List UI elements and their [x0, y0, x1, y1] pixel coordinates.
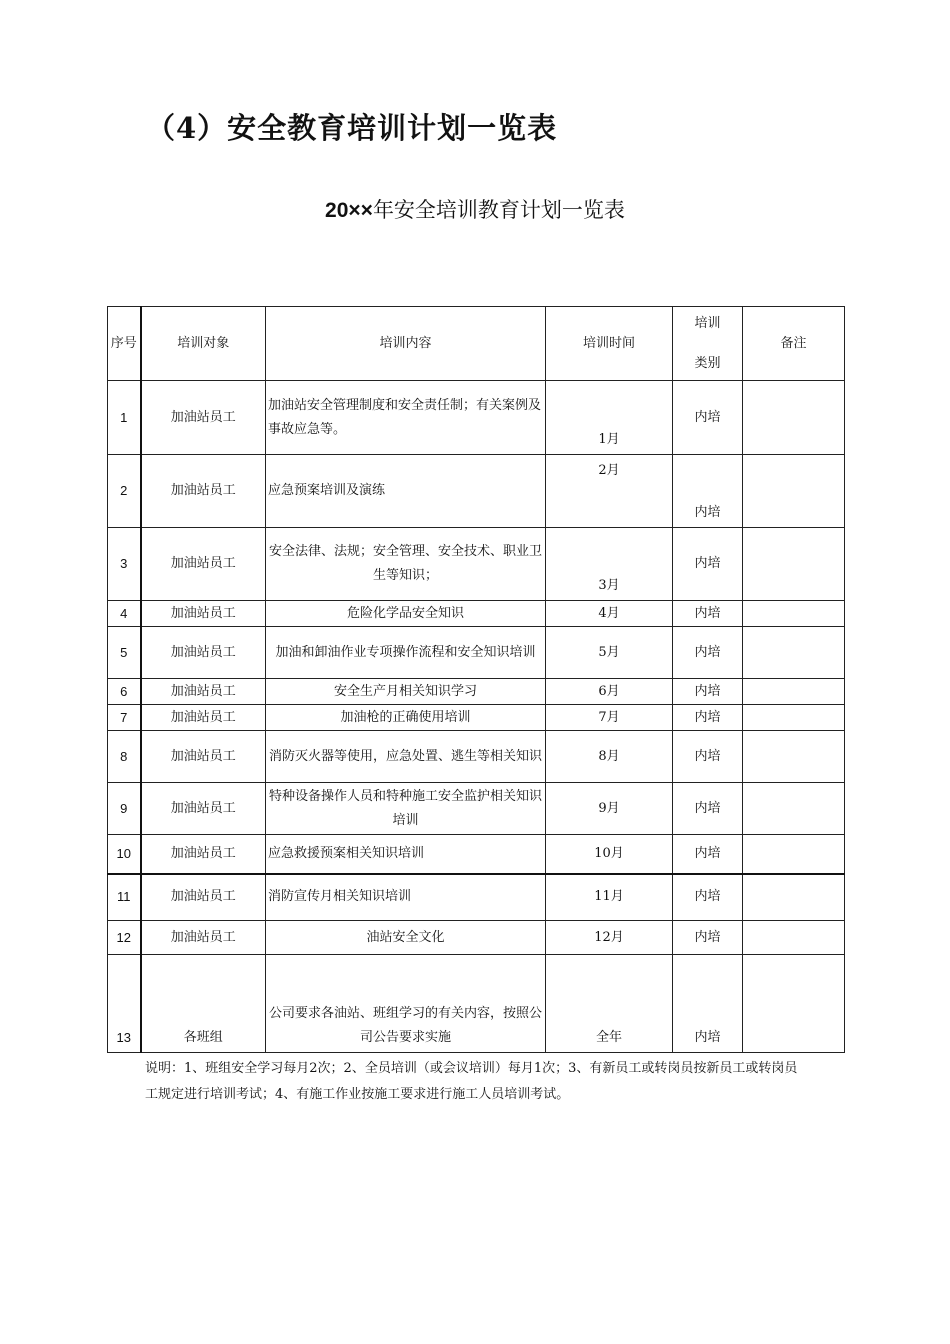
- header-type-stack: [675, 312, 740, 376]
- cell-remark: [743, 955, 845, 1053]
- training-plan-table: [107, 306, 845, 1053]
- cell-remark: [743, 705, 845, 731]
- cell-target: 加油站员工: [141, 679, 266, 705]
- cell-time: 11月: [546, 874, 673, 921]
- cell-type: 内培: [673, 874, 743, 921]
- cell-target: 加油站员工: [141, 381, 266, 455]
- cell-type: 内培: [673, 955, 743, 1053]
- cell-time: 9月: [546, 783, 673, 835]
- cell-target: 加油站员工: [141, 731, 266, 783]
- cell-remark: [743, 921, 845, 955]
- header-remark: 备注: [743, 307, 845, 381]
- table-row: [108, 679, 845, 705]
- header-type: [673, 307, 743, 381]
- cell-time: 8月: [546, 731, 673, 783]
- cell-target: 加油站员工: [141, 455, 266, 528]
- cell-content: 安全生产月相关知识学习: [266, 679, 546, 705]
- cell-time: 3月: [546, 528, 673, 601]
- cell-remark: [743, 783, 845, 835]
- table-row: [108, 835, 845, 874]
- cell-no: 2: [108, 455, 141, 528]
- cell-no: 5: [108, 627, 141, 679]
- header-content: 培训内容: [266, 307, 546, 381]
- table-row: [108, 921, 845, 955]
- table-row: [108, 601, 845, 627]
- cell-content: 油站安全文化: [266, 921, 546, 955]
- cell-no: 7: [108, 705, 141, 731]
- cell-content: 加油枪的正确使用培训: [266, 705, 546, 731]
- cell-no: 10: [108, 835, 141, 874]
- table-row: [108, 955, 845, 1053]
- cell-target: 各班组: [141, 955, 266, 1053]
- cell-remark: [743, 731, 845, 783]
- table-row: [108, 705, 845, 731]
- cell-type: 内培: [673, 455, 743, 528]
- header-time: 培训时间: [546, 307, 673, 381]
- cell-content: 危险化学品安全知识: [266, 601, 546, 627]
- cell-time: 6月: [546, 679, 673, 705]
- cell-time: 4月: [546, 601, 673, 627]
- cell-no: 9: [108, 783, 141, 835]
- table-title-text: 年安全培训教育计划一览表: [372, 198, 625, 222]
- cell-no: 6: [108, 679, 141, 705]
- page-heading: （4）安全教育培训计划一览表: [146, 111, 558, 145]
- cell-content: 安全法律、法规；安全管理、安全技术、职业卫生等知识；: [266, 528, 546, 601]
- cell-no: 13: [108, 955, 141, 1053]
- table-header-row: [108, 307, 845, 381]
- cell-remark: [743, 601, 845, 627]
- cell-time: 5月: [546, 627, 673, 679]
- cell-no: 12: [108, 921, 141, 955]
- table-row: [108, 528, 845, 601]
- cell-content: 消防宣传月相关知识培训: [266, 874, 546, 921]
- cell-type: 内培: [673, 381, 743, 455]
- cell-target: 加油站员工: [141, 627, 266, 679]
- cell-target: 加油站员工: [141, 783, 266, 835]
- cell-no: 8: [108, 731, 141, 783]
- cell-remark: [743, 874, 845, 921]
- table-title-year: 20××: [325, 199, 373, 222]
- cell-type: 内培: [673, 601, 743, 627]
- cell-content: 公司要求各油站、班组学习的有关内容，按照公司公告要求实施: [266, 955, 546, 1053]
- cell-remark: [743, 835, 845, 874]
- cell-type: 内培: [673, 731, 743, 783]
- table-row: [108, 874, 845, 921]
- cell-target: 加油站员工: [141, 921, 266, 955]
- cell-content: 应急救援预案相关知识培训: [266, 835, 546, 874]
- table-row: [108, 455, 845, 528]
- cell-no: 1: [108, 381, 141, 455]
- cell-time: 1月: [546, 381, 673, 455]
- cell-no: 4: [108, 601, 141, 627]
- cell-type: 内培: [673, 627, 743, 679]
- header-target: 培训对象: [141, 307, 266, 381]
- cell-content: 加油站安全管理制度和安全责任制；有关案例及事故应急等。: [266, 381, 546, 455]
- table-title: [0, 194, 950, 224]
- cell-type: 内培: [673, 705, 743, 731]
- cell-remark: [743, 528, 845, 601]
- cell-remark: [743, 627, 845, 679]
- cell-time: 10月: [546, 835, 673, 874]
- cell-type: 内培: [673, 679, 743, 705]
- cell-target: 加油站员工: [141, 528, 266, 601]
- cell-target: 加油站员工: [141, 835, 266, 874]
- cell-no: 11: [108, 874, 141, 921]
- cell-content: 消防灭火器等使用，应急处置、逃生等相关知识: [266, 731, 546, 783]
- cell-target: 加油站员工: [141, 601, 266, 627]
- header-type-line2: 类别: [694, 355, 721, 371]
- cell-content: 应急预案培训及演练: [266, 455, 546, 528]
- cell-target: 加油站员工: [141, 874, 266, 921]
- cell-remark: [743, 455, 845, 528]
- cell-target: 加油站员工: [141, 705, 266, 731]
- cell-type: 内培: [673, 921, 743, 955]
- cell-remark: [743, 679, 845, 705]
- cell-type: 内培: [673, 783, 743, 835]
- cell-time: 2月: [546, 455, 673, 528]
- table-row: [108, 783, 845, 835]
- cell-remark: [743, 381, 845, 455]
- table-note: 说明：1、班组安全学习每月2次；2、全员培训（或会议培训）每月1次；3、有新员工或转岗员按新员工或转岗员工规定进行培训考试；4、有施工作业按施工要求进行施工人员培训考试。: [145, 1061, 798, 1102]
- table-row: [108, 381, 845, 455]
- cell-time: 全年: [546, 955, 673, 1053]
- cell-no: 3: [108, 528, 141, 601]
- cell-type: 内培: [673, 528, 743, 601]
- cell-content: 特种设备操作人员和特种施工安全监护相关知识培训: [266, 783, 546, 835]
- cell-type: 内培: [673, 835, 743, 874]
- header-no: 序号: [108, 307, 141, 381]
- table-row: [108, 731, 845, 783]
- cell-content: 加油和卸油作业专项操作流程和安全知识培训: [266, 627, 546, 679]
- cell-time: 7月: [546, 705, 673, 731]
- table-row: [108, 627, 845, 679]
- cell-time: 12月: [546, 921, 673, 955]
- header-type-line1: 培训: [694, 315, 721, 331]
